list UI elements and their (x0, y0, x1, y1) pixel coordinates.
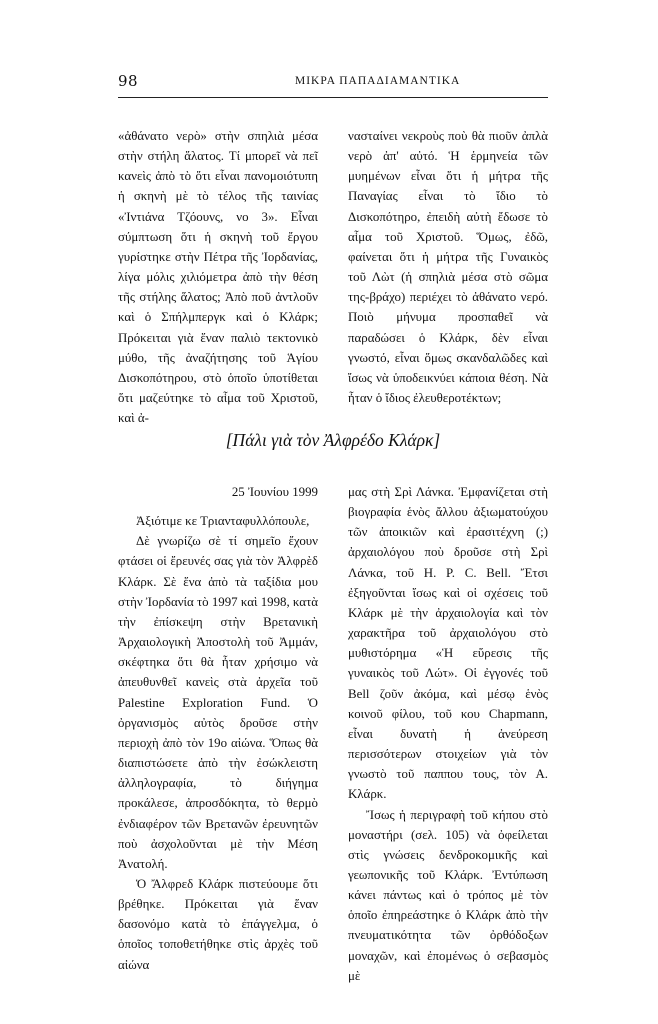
letter-date: 25 Ἰουνίου 1999 (231, 485, 318, 499)
letter-right-column (348, 482, 548, 986)
letter-greeting: Ἀξιότιμε κε Τριανταφυλλόπουλε, (136, 514, 310, 529)
running-head: ΜΙΚΡΑ ΠΑΠΑΔΙΑΜΑΝΤΙΚΑ (295, 75, 461, 87)
paragraph: Δὲ γνωρίζω σὲ τί σημεῖο ἔχουν φτάσει οἱ ἔρευνές σας γιὰ τὸν Ἀλφρὲδ Κλάρκ. Σὲ ἕνα ἀπὸ τὰ ταξίδια μου στὴν Ἰορδανία τὸ 1997 καὶ 1998, κατὰ τὴν ἐπίσκεψη στὴν Βρετανικὴ Ἀρχαιολογικὴ Ἀποστολὴ τοῦ Ἀμμάν, σκέφτηκα ὅτι θὰ ἦταν χρήσιμο νὰ ἀπευθυνθεῖ κανεὶς στὰ ἀρχεῖα τοῦ Palestine Exploration Fund. Ὁ ὀργανισμὸς αὐτὸς δροῦσε στὴν περιοχὴ ἀπὸ τὸν 19ο αἰώνα. Ὅπως θὰ διαπιστώσετε ἀπὸ τὴν ἐσώκλειστη ἀλληλογραφία, τὸ διήγημα προκάλεσε, ἀπροσδόκητα, τὸ θερμὸ ἐνδιαφέρον τῶν Βρετανῶν ἐρευνητῶν ποὺ ἀσχολοῦνται μὲ τὴν Μέση Ἀνατολή. (118, 534, 318, 871)
paragraph: μας στὴ Σρὶ Λάνκα. Ἐμφανίζεται στὴ βιογραφία ἑνὸς ἄλλου ἀξιωματούχου τῶν ἀποικιῶν καὶ ἐρασιτέχνη (;) ἀρχαιολόγου ποὺ δροῦσε στὴ Σρὶ Λάνκα, τοῦ H. P. C. Bell. Ἔτσι ἐξηγοῦνται ἴσως καὶ οἱ σχέσεις τοῦ Κλάρκ μὲ τὴν ἀρχαιολογία καὶ τὸν χαρακτῆρα τοῦ ἀρχαιολόγου στὸ μυθιστόρημα «Ἡ εὕρεσις τῆς γυναικὸς τοῦ Λώτ». Οἱ ἐγγονές τοῦ Bell ζοῦν ἀκόμα, καὶ μέσῳ ἑνὸς κοινοῦ φίλου, τοῦ κου Chapmann, εἶναι δυνατὴ ἡ ἀνεύρεση περισσότερων στοιχείων γιὰ τὸν γνωστὸ τοῦ παππου τους, τὸν Α. Κλάρκ. (348, 485, 548, 802)
paragraph: Ὁ Ἄλφρεδ Κλάρκ πιστεύουμε ὅτι βρέθηκε. Πρόκειται γιὰ ἕναν δασονόμο κατὰ τὸ ἐπάγγελμα, ὁ ὁποῖος τοποθετήθηκε στὶς ἀρχὲς τοῦ αἰώνα (118, 876, 318, 972)
top-right-column (348, 126, 548, 408)
top-left-column (118, 126, 318, 428)
section-heading: [Πάλι γιὰ τὸν Ἀλφρέδο Κλάρκ] (225, 430, 441, 450)
page-number: 98 (118, 72, 139, 90)
letter-left-column (118, 482, 318, 975)
paragraph: Ἴσως ἡ περιγραφὴ τοῦ κήπου στὸ μοναστήρι (σελ. 105) νὰ ὀφείλεται στὶς γνώσεις δενδροκομικῆς καὶ γεωπονικῆς τοῦ Κλάρκ. Ἐντύπωση κάνει πάντως καὶ ὁ τρόπος μὲ τὸν ὁποῖο ἐπηρεάστηκε ὁ Κλάρκ ἀπὸ τὴν πνευματικότητα τῶν ὀρθόδοξων μοναχῶν, καὶ ἐπομένως ὁ σεβασμὸς μὲ (348, 807, 548, 983)
header-rule (118, 97, 548, 98)
paragraph: «ἀθάνατο νερὸ» στὴν σπηλιὰ μέσα στὴν στήλη ἅλατος. Τί μπορεῖ νὰ πεῖ κανεὶς ἀπὸ τὸ ὅτι εἶναι πανομοιότυπη ἡ σκηνὴ μὲ τὸ τέλος τῆς ταινίας «Ἰντιάνα Τζόουνς, νο 3». Εἶναι σύμπτωση ὅτι ἡ σκηνὴ τοῦ ἔργου γυρίστηκε στὴν Πέτρα τῆς Ἰορδανίας, λίγα μόλις χιλιόμετρα ἀπὸ τὴν θέση τῆς στήλης ἅλατος; Ἀπὸ ποῦ ἀντλοῦν καὶ ὁ Σπήλμπεργκ καὶ ὁ Κλάρκ; Πρόκειται γιὰ ἕναν παλιὸ τεκτονικὸ μύθο, τῆς ἀναζήτησης τοῦ Ἁγίου Δισκοπότηρου, στὸ ὁποῖο ὑποτίθεται ὅτι μαζεύτηκε τὸ αἷμα τοῦ Χριστοῦ, καὶ ἀ- (118, 129, 318, 426)
paragraph: νασταίνει νεκροὺς ποὺ θὰ πιοῦν ἀπλὰ νερὸ ἀπ' αὐτό. Ἡ ἑρμηνεία τῶν μυημένων εἶναι ὅτι ἡ μήτρα τῆς Παναγίας εἶναι τὸ ἴδιο τὸ Δισκοπότηρο, ἐπειδὴ αὐτὴ ἔδωσε τὸ αἷμα τοῦ Χριστοῦ. Ὅμως, ἐδῶ, φαίνεται ὅτι ἡ μήτρα τῆς Γυναικὸς τοῦ Λὼτ (ἡ σπηλιὰ μέσα στὸ σῶμα της-βράχο) περιέχει τὸ ἀθάνατο νερό. Ποιὸ μήνυμα προσπαθεῖ νὰ παραδώσει ὁ Κλάρκ, δὲν εἶναι γνωστό, εἶναι ὅμως σκανδαλῶδες καὶ ἴσως νὰ ὑποδεικνύει κάποια θέση. Νὰ ἦταν ὁ ἴδιος ἐλευθεροτέκτων; (348, 129, 548, 406)
